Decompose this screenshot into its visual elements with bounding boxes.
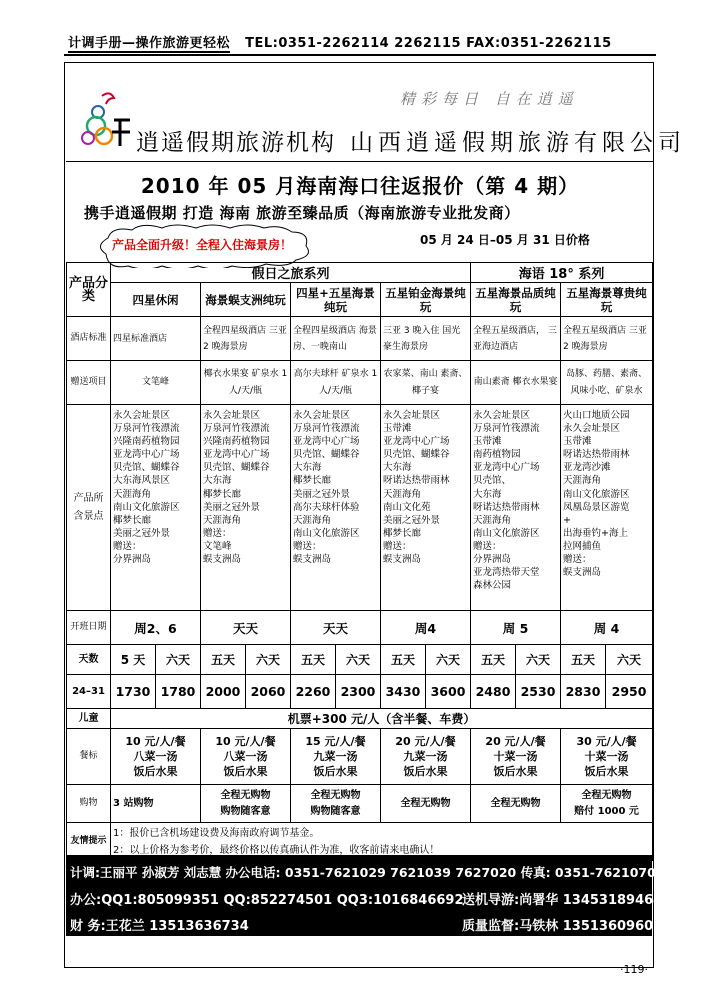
cell-line: 椰梦长廊 bbox=[113, 514, 152, 526]
cell-line: 兴隆南药植物园 bbox=[113, 436, 180, 448]
price-cell: 3600 bbox=[426, 675, 471, 709]
cell-line: 椰梦长廊 bbox=[383, 527, 422, 539]
company-logo-icon bbox=[74, 90, 134, 152]
cell-line: 赔付 1000 元 bbox=[574, 805, 639, 817]
cell-line: 玉带滩 bbox=[473, 436, 502, 448]
cell-line: 全程无购物 bbox=[581, 789, 632, 801]
page-number: ·119· bbox=[620, 963, 648, 976]
days-cell: 六天 bbox=[516, 645, 561, 675]
cell-line: 南药植物园 bbox=[473, 449, 521, 461]
cell-line: 亚龙湾中心广场 bbox=[113, 449, 180, 461]
series-haiyu: 海语 18° 系列 bbox=[471, 263, 653, 283]
cell-line: 贝壳馆、蝴蝶谷 bbox=[293, 449, 360, 461]
cell-line: 亚龙湾中心广场 bbox=[383, 436, 450, 448]
cell-line: 赠送： bbox=[203, 527, 232, 539]
cell-line: 亚龙湾中心广场 bbox=[473, 462, 540, 474]
cell-line: 饭后水果 bbox=[313, 765, 358, 778]
cell-line: 赠送： bbox=[293, 540, 322, 552]
gift-cell: 高尔夫球杆 矿泉水 1 人/天/瓶 bbox=[291, 361, 381, 405]
price-cell: 2530 bbox=[516, 675, 561, 709]
cell-line: 30 元/人/餐 bbox=[576, 735, 637, 748]
shopping-cell bbox=[111, 785, 201, 823]
cell-line: 10 元/人/餐 bbox=[215, 735, 276, 748]
days-cell: 五天 bbox=[201, 645, 246, 675]
schedule-cell: 周 5 bbox=[471, 611, 561, 645]
cell-line: 九菜一汤 bbox=[403, 750, 448, 763]
days-cell: 五天 bbox=[471, 645, 516, 675]
header-title: 计调手册—操作旅游更轻松 bbox=[68, 36, 231, 51]
meal-row bbox=[67, 729, 653, 785]
banner-slogan: 精彩每日 自在逍遥 bbox=[400, 90, 579, 108]
price-table bbox=[66, 262, 653, 861]
promo-text: 产品全面升级！全程入住海景房！ bbox=[112, 238, 293, 252]
days-cell: 六天 bbox=[246, 645, 291, 675]
cell-line: 蜈支洲岛 bbox=[563, 567, 602, 579]
contact-guide: 送机导游:尚署华 13453189464 bbox=[462, 893, 663, 908]
sights-cell bbox=[111, 405, 201, 611]
cell-line: 八菜一汤 bbox=[133, 750, 178, 763]
contact-finance: 财 务:王花兰 13513636734 bbox=[70, 919, 249, 934]
cell-line: 饭后水果 bbox=[403, 765, 448, 778]
page-title: 2010 年 05 月海南海口往返报价（第 4 期） bbox=[140, 174, 580, 198]
cell-line: 大东海 bbox=[203, 475, 232, 487]
cell-line: 呀诺达热带雨林 bbox=[383, 475, 450, 487]
contact-qq: 办公:QQ1:805099351 QQ:852274501 QQ3:1016846692 bbox=[70, 893, 464, 908]
cell-line: 火山口地质公园 bbox=[563, 410, 630, 421]
hotel-cell: 四星标准酒店 bbox=[111, 317, 201, 361]
cell-line: 天涯海角 bbox=[113, 488, 152, 500]
meal-cell bbox=[201, 729, 291, 785]
row-label-days: 天数 bbox=[67, 645, 111, 675]
price-cell: 2260 bbox=[291, 675, 336, 709]
price-cell: 2950 bbox=[606, 675, 653, 709]
cell-line: 永久会址景区 bbox=[293, 410, 351, 421]
row-label-hotel: 酒店标准 bbox=[67, 317, 111, 361]
cell-line: 南山文化旅游区 bbox=[113, 501, 180, 513]
product-name: 海景蜈支洲纯玩 bbox=[201, 283, 291, 317]
schedule-cell: 天天 bbox=[201, 611, 291, 645]
hotel-cell: 全程五星级酒店， 三亚海边酒店 bbox=[471, 317, 561, 361]
gift-cell: 南山素斋 椰衣水果宴 bbox=[471, 361, 561, 405]
hotel-cell: 全程四星级酒店 海景房、一晚南山 bbox=[291, 317, 381, 361]
header-line bbox=[68, 32, 654, 51]
cell-line: 饭后水果 bbox=[584, 765, 629, 778]
price-cell: 2060 bbox=[246, 675, 291, 709]
cell-line: 万泉河竹筏漂流 bbox=[293, 423, 360, 435]
cell-line: 天涯海角 bbox=[383, 488, 422, 500]
cell-line: 南山文化旅游区 bbox=[473, 527, 540, 539]
contact-panel bbox=[66, 855, 663, 936]
days-cell: 五天 bbox=[291, 645, 336, 675]
cell-line: 椰梦长廊 bbox=[293, 475, 332, 487]
meal-cell bbox=[381, 729, 471, 785]
cell-line: 出海垂钓+海上 bbox=[563, 527, 628, 539]
cell-line: 蜈支洲岛 bbox=[383, 554, 422, 566]
cell-line: 贝壳馆、蝴蝶谷 bbox=[113, 462, 180, 474]
product-name: 五星铂金海景纯玩 bbox=[381, 283, 471, 317]
cell-line: 全程无购物 bbox=[400, 797, 451, 809]
price-cell: 2480 bbox=[471, 675, 516, 709]
days-cell: 六天 bbox=[156, 645, 201, 675]
hotel-cell: 三亚 3 晚入住 国光豪生海景房 bbox=[381, 317, 471, 361]
cell-line: 亚龙湾中心广场 bbox=[293, 436, 360, 448]
series-holiday: 假日之旅系列 bbox=[111, 263, 471, 283]
cell-line: 美丽之冠外景 bbox=[203, 501, 261, 513]
schedule-cell: 周 4 bbox=[561, 611, 653, 645]
gift-cell: 椰衣水果宴 矿泉水 1 人/天/瓶 bbox=[201, 361, 291, 405]
cell-line: 美丽之冠外景 bbox=[293, 488, 351, 500]
shopping-cell bbox=[471, 785, 561, 823]
cell-line: 拉网捕鱼 bbox=[563, 540, 602, 552]
cell-line: 10 元/人/餐 bbox=[125, 735, 186, 748]
cell-line: 贝壳馆、蝴蝶谷 bbox=[203, 462, 270, 474]
cell-line: 美丽之冠外景 bbox=[383, 514, 441, 526]
sights-cell bbox=[201, 405, 291, 611]
cell-line: 大东海 bbox=[293, 462, 322, 474]
cell-line: 亚龙湾热带天堂 bbox=[473, 567, 540, 579]
meal-cell bbox=[561, 729, 653, 785]
cell-line: 天涯海角 bbox=[473, 514, 512, 526]
shopping-cell bbox=[291, 785, 381, 823]
hotel-cell: 全程五星级酒店 三亚 2 晚海景房 bbox=[561, 317, 653, 361]
cell-line: 玉带滩 bbox=[563, 436, 592, 448]
cell-line: 玉带滩 bbox=[383, 423, 412, 435]
cell-line: 文笔峰 bbox=[203, 540, 232, 552]
price-cell: 1730 bbox=[111, 675, 156, 709]
cell-line: 20 元/人/餐 bbox=[485, 735, 546, 748]
schedule-cell: 天天 bbox=[291, 611, 381, 645]
days-cell: 六天 bbox=[426, 645, 471, 675]
row-label-child: 儿童 bbox=[67, 709, 111, 729]
row-label-meal: 餐标 bbox=[67, 729, 111, 785]
cell-line: 永久会址景区 bbox=[113, 410, 171, 421]
header-phones: TEL:0351-2262114 2262115 FAX:0351-2262115 bbox=[245, 36, 612, 51]
shopping-cell bbox=[381, 785, 471, 823]
child-price: 机票+300 元/人（含半餐、车费） bbox=[111, 709, 653, 729]
price-cell: 2300 bbox=[336, 675, 381, 709]
shopping-cell bbox=[201, 785, 291, 823]
cell-line: 赠送： bbox=[473, 540, 502, 552]
page-subtitle: 携手逍遥假期 打造 海南 旅游至臻品质（海南旅游专业批发商） bbox=[84, 204, 520, 222]
product-name: 五星海景品质纯玩 bbox=[471, 283, 561, 317]
product-name: 四星+五星海景纯玩 bbox=[291, 283, 381, 317]
price-cell: 1780 bbox=[156, 675, 201, 709]
price-cell: 3430 bbox=[381, 675, 426, 709]
hotel-cell: 全程四星级酒店 三亚 2 晚海景房 bbox=[201, 317, 291, 361]
cell-line: 万泉河竹筏漂流 bbox=[113, 423, 180, 435]
row-label-tips: 友情提示 bbox=[67, 823, 111, 861]
gift-cell: 岛豚、药膳、素斋、 风味小吃、矿泉水 bbox=[561, 361, 653, 405]
schedule-cell: 周4 bbox=[381, 611, 471, 645]
cell-line: 八菜一汤 bbox=[223, 750, 268, 763]
shopping-row bbox=[67, 785, 653, 823]
sights-cell bbox=[381, 405, 471, 611]
cell-line: 兴隆南药植物园 bbox=[203, 436, 270, 448]
meal-cell bbox=[111, 729, 201, 785]
cell-line: 亚龙湾中心广场 bbox=[203, 449, 270, 461]
cell-line: 天涯海角 bbox=[203, 514, 242, 526]
cell-line: 蜈支洲岛 bbox=[293, 554, 332, 566]
cell-line: + bbox=[563, 514, 571, 526]
product-name: 五星海景尊贵纯玩 bbox=[561, 283, 653, 317]
cell-line: 全程无购物 bbox=[310, 789, 361, 801]
product-row bbox=[67, 283, 653, 317]
cell-line: 呀诺达热带雨林 bbox=[473, 501, 540, 513]
cell-line: 大东海风景区 bbox=[113, 475, 171, 487]
gift-cell: 农家菜、南山 素斋、椰子宴 bbox=[381, 361, 471, 405]
cell-line: 购物随客意 bbox=[220, 805, 271, 817]
row-label-product: 产品分类 bbox=[67, 263, 111, 317]
cell-line: 天涯海角 bbox=[293, 514, 332, 526]
row-label-gift: 赠送项目 bbox=[67, 361, 111, 405]
days-cell: 五天 bbox=[561, 645, 606, 675]
shopping-cell bbox=[561, 785, 653, 823]
cell-line: 万泉河竹筏漂流 bbox=[473, 423, 540, 435]
meal-cell bbox=[471, 729, 561, 785]
cell-line: 蜈支洲岛 bbox=[203, 554, 242, 566]
schedule-row bbox=[67, 611, 653, 645]
cell-line: 分界洲岛 bbox=[473, 554, 512, 566]
cell-line: 饭后水果 bbox=[493, 765, 538, 778]
company-name: 山西逍遥假期旅游有限公司 bbox=[350, 130, 686, 156]
cell-line: 3 站购物 bbox=[113, 797, 154, 809]
sights-cell bbox=[471, 405, 561, 611]
cell-line: 万泉河竹筏漂流 bbox=[203, 423, 270, 435]
cell-line: 椰梦长廊 bbox=[203, 488, 242, 500]
cell-line: 天涯海角 bbox=[563, 475, 602, 487]
cell-line: 购物随客意 bbox=[310, 805, 361, 817]
banner-rule bbox=[66, 161, 654, 162]
cell-line: 永久会址景区 bbox=[383, 410, 441, 421]
cell-line: 大东海 bbox=[473, 488, 502, 500]
cell-line: 赠送： bbox=[113, 540, 142, 552]
cell-line: 南山文化旅游区 bbox=[293, 527, 360, 539]
cell-line: 全程无购物 bbox=[490, 797, 541, 809]
meal-cell bbox=[291, 729, 381, 785]
price-cell: 2000 bbox=[201, 675, 246, 709]
cell-line: 饭后水果 bbox=[133, 765, 178, 778]
cell-line: 赠送： bbox=[563, 554, 592, 566]
cell-line: 15 元/人/餐 bbox=[305, 735, 366, 748]
cell-line: 森林公园 bbox=[473, 580, 512, 592]
sights-row bbox=[67, 405, 653, 611]
cell-line: 南山文化苑 bbox=[383, 501, 431, 513]
cell-line: 十菜一汤 bbox=[584, 750, 629, 763]
cell-line: 南山文化旅游区 bbox=[563, 488, 630, 500]
contact-quality: 质量监督:马铁林 13513609608 bbox=[462, 919, 663, 934]
cell-line: 20 元/人/餐 bbox=[395, 735, 456, 748]
cell-line: 全程无购物 bbox=[220, 789, 271, 801]
tip-line: 1：报价已含机场建设费及海南政府调节基金。 bbox=[113, 827, 320, 839]
header-rule bbox=[64, 54, 656, 56]
days-cell: 五天 bbox=[381, 645, 426, 675]
cell-line: 十菜一汤 bbox=[493, 750, 538, 763]
cell-line: 赠送： bbox=[383, 540, 412, 552]
child-row bbox=[67, 709, 653, 729]
schedule-cell: 周2、6 bbox=[111, 611, 201, 645]
days-cell: 5 天 bbox=[111, 645, 156, 675]
cell-line: 分界洲岛 bbox=[113, 554, 152, 566]
cell-line: 永久会址景区 bbox=[203, 410, 261, 421]
product-name: 四星休闲 bbox=[111, 283, 201, 317]
cell-line: 凤凰岛景区游览 bbox=[563, 501, 630, 513]
cell-line: 亚龙湾沙滩 bbox=[563, 462, 611, 474]
sights-cell bbox=[561, 405, 653, 611]
cell-line: 九菜一汤 bbox=[313, 750, 358, 763]
price-cell: 2830 bbox=[561, 675, 606, 709]
days-row bbox=[67, 645, 653, 675]
cell-line: 饭后水果 bbox=[223, 765, 268, 778]
tip-line: 2：以上价格为参考价，最终价格以传真确认件为准，收客前请来电确认！ bbox=[113, 844, 440, 856]
gift-cell: 文笔峰 bbox=[111, 361, 201, 405]
days-cell: 六天 bbox=[336, 645, 381, 675]
days-cell: 六天 bbox=[606, 645, 653, 675]
row-label-sights: 产品所含景点 bbox=[67, 405, 111, 611]
row-label-shopping: 购物 bbox=[67, 785, 111, 823]
cell-line: 大东海 bbox=[383, 462, 412, 474]
gift-row bbox=[67, 361, 653, 405]
brand-name: 逍遥假期旅游机构 bbox=[136, 130, 336, 156]
date-range: 05 月 24 日–05 月 31 日价格 bbox=[420, 233, 590, 247]
row-label-schedule: 开班日期 bbox=[67, 611, 111, 645]
contact-line-1: 计调:王丽平 孙淑芳 刘志慧 办公电话: 0351-7621029 7621039 7627020 传真: 0351-7621070 bbox=[70, 865, 656, 880]
row-label-price-date: 24–31 bbox=[67, 675, 111, 709]
cell-line: 永久会址景区 bbox=[473, 410, 531, 421]
cell-line: 高尔夫球杆体验 bbox=[293, 501, 360, 513]
price-row bbox=[67, 675, 653, 709]
series-row bbox=[67, 263, 653, 283]
cell-line: 呀诺达热带雨林 bbox=[563, 449, 630, 461]
cell-line: 美丽之冠外景 bbox=[113, 527, 171, 539]
sights-cell bbox=[291, 405, 381, 611]
cell-line: 永久会址景区 bbox=[563, 423, 621, 435]
cell-line: 贝壳馆、蝴蝶谷 bbox=[383, 449, 450, 461]
cell-line: 贝壳馆、 bbox=[473, 475, 512, 487]
hotel-row bbox=[67, 317, 653, 361]
